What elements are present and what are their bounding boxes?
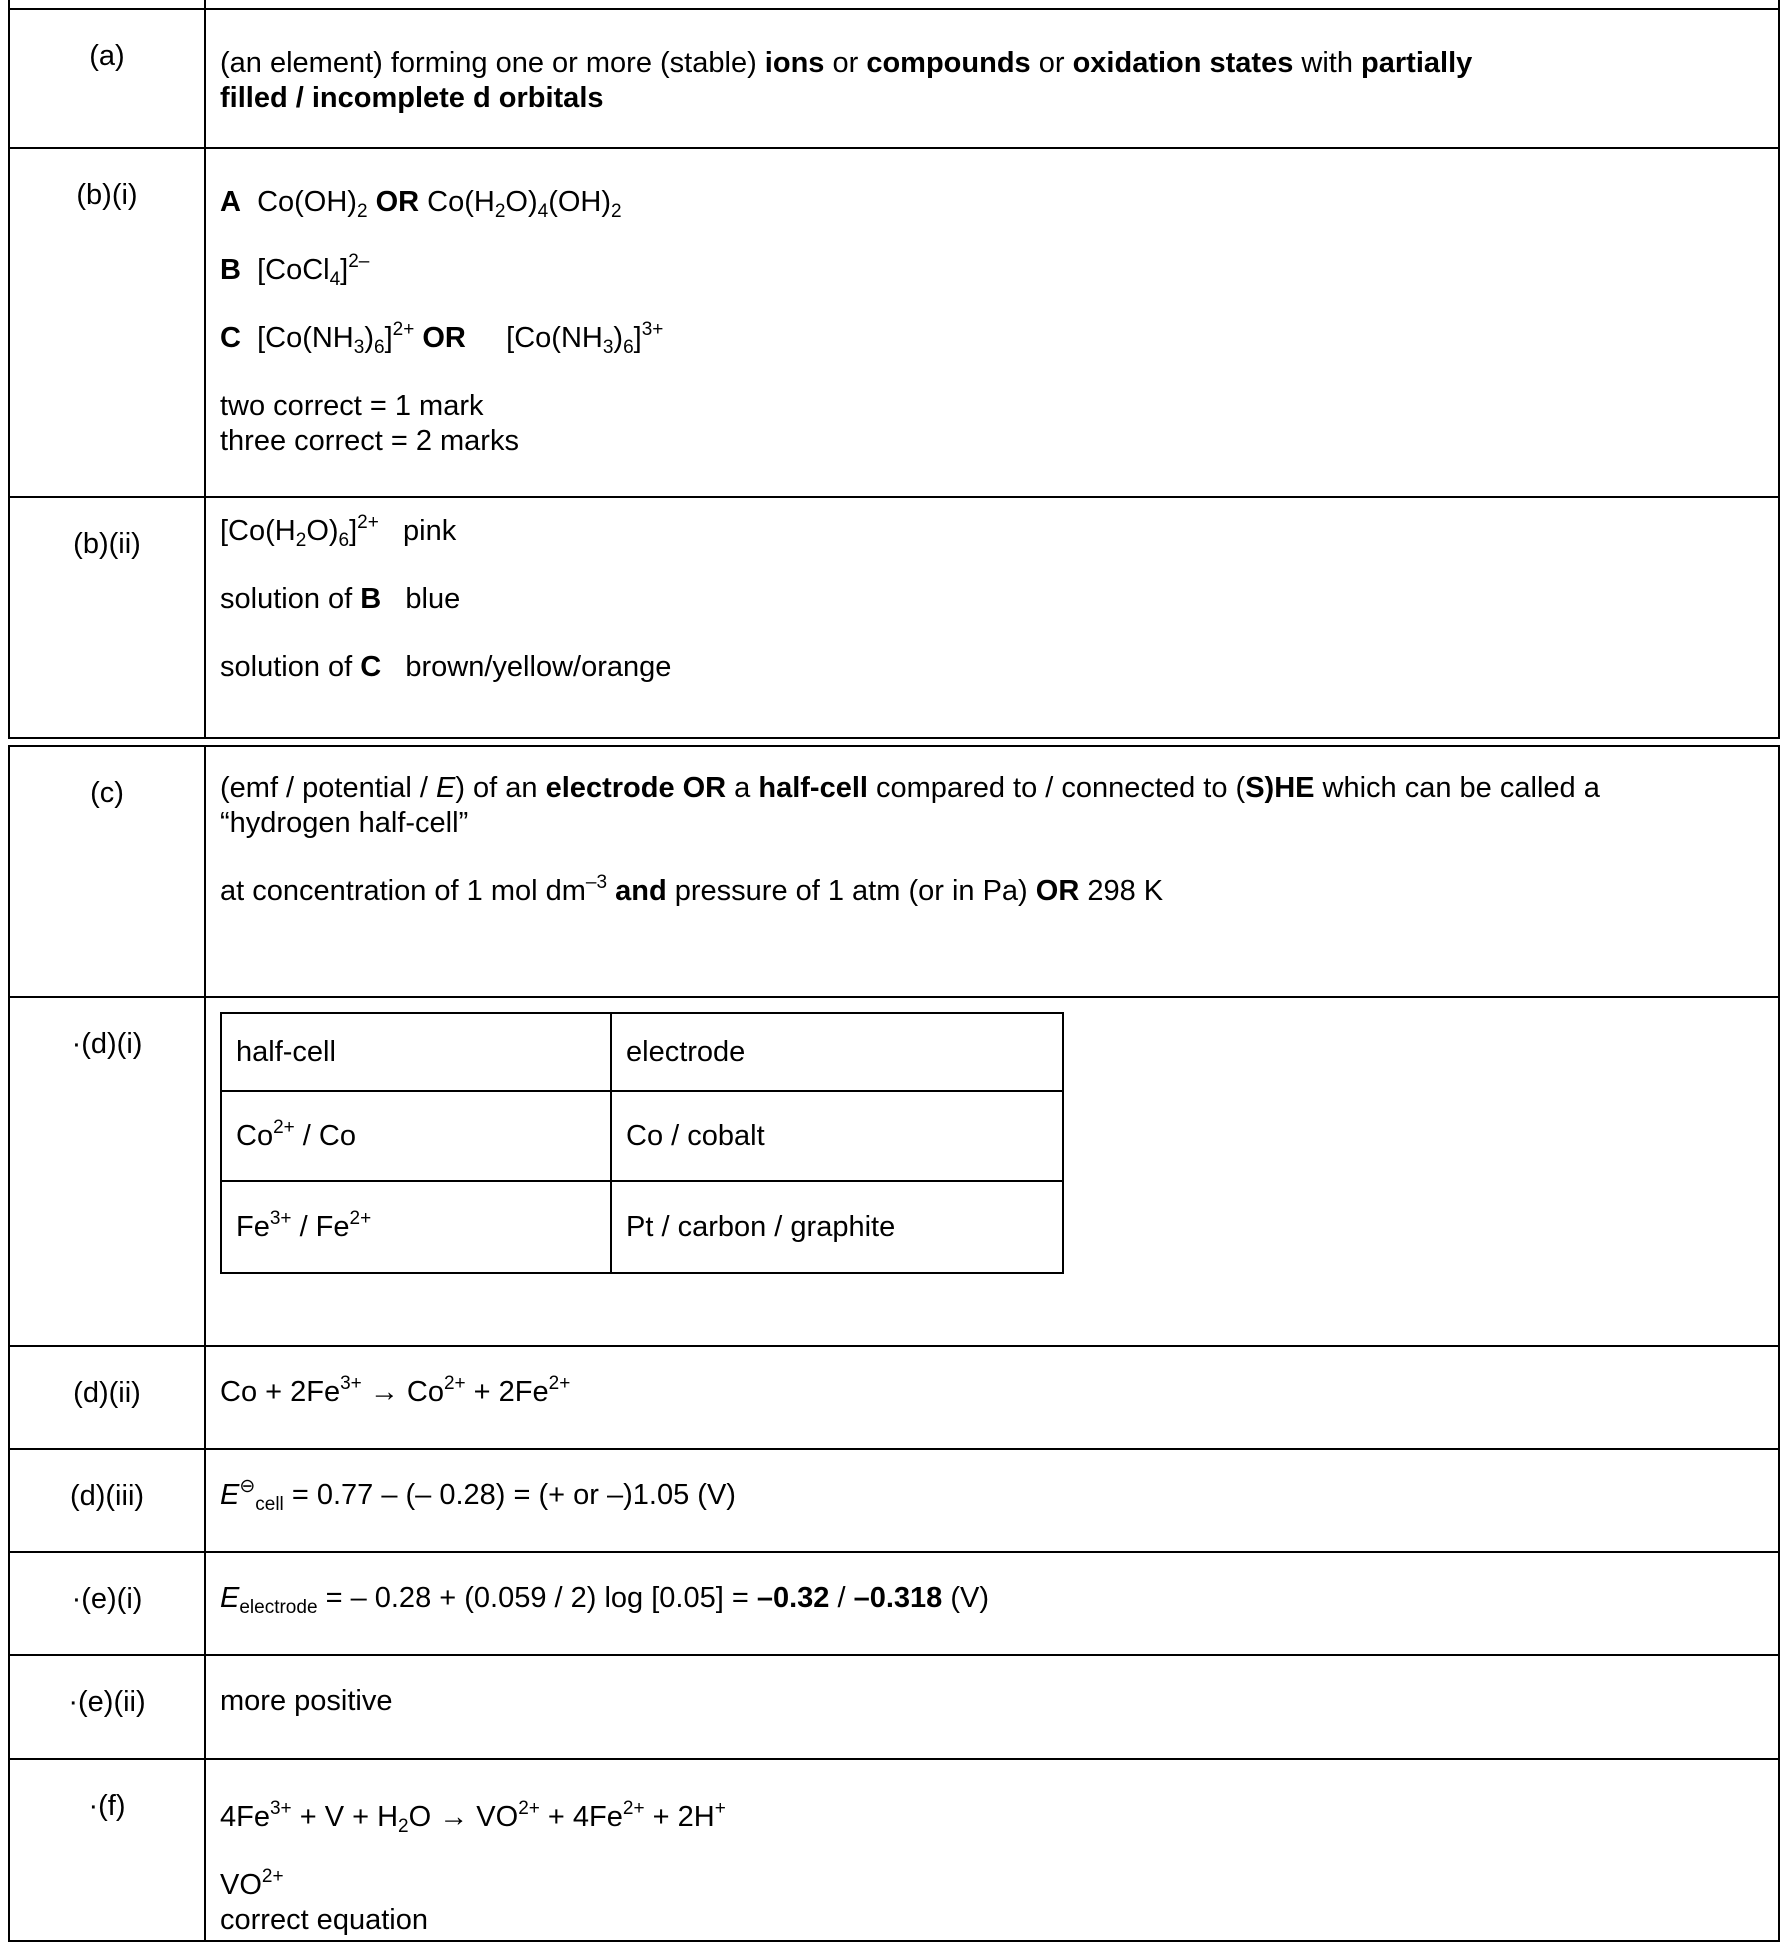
half-cell-table [220,1012,1064,1274]
answer-text: correct equation [220,1904,428,1936]
question-label: ·(e)(i) [9,1552,205,1655]
answer-line-b: B [CoCl$_4$]$^{2-}$ [220,251,370,290]
question-label: (c) [9,746,205,997]
answer-text: (emf / potential / E) of an electrode OR a half-cell compared to / connected to (S)HE which can be called a [220,772,1600,804]
answer-cell [205,1346,1779,1449]
half-cell-table-header [221,1013,1063,1091]
question-label: (b)(i) [9,148,205,497]
question-label: ·(f) [9,1759,205,1941]
answer-text: “hydrogen half-cell” [220,807,469,839]
half-cell-row [221,1181,1063,1273]
answer-cell [205,997,1779,1346]
question-label: (a) [9,9,205,148]
question-label: ·(d)(i) [9,997,205,1346]
answer-text: (an element) forming one or more (stable) ions or compounds or oxidation states with partially [220,47,1473,79]
electrode-value: Co / cobalt [611,1091,1063,1181]
electrode-value: Pt / carbon / graphite [611,1181,1063,1273]
top-border-stub [1778,0,1780,8]
row-b-ii [9,497,1779,738]
answer-text: at concentration of 1 mol $dm^{-3}$ and pressure of 1 atm (or in Pa) OR 298 K [220,872,1164,907]
header-electrode: electrode [611,1013,1063,1091]
top-border-stub [8,0,10,8]
answer-cell [205,497,1779,738]
answer-cell [205,9,1779,148]
equation: $E_{electrode}$ = – 0.28 + (0.059 / 2) log [0.05] = –0.32 / –0.318 (V) [220,1582,990,1618]
row-d-iii [9,1449,1779,1552]
answer-cell [205,1552,1779,1655]
question-label: (d)(iii) [9,1449,205,1552]
answer-cell [205,1449,1779,1552]
row-a [9,9,1779,148]
row-e-ii [9,1655,1779,1759]
answer-cell [205,1759,1779,1941]
half-cell-value: $Fe^{3+} / Fe^{2+}$ [221,1181,611,1273]
equation: $Co + 2Fe^{3+} \to Co^{2+} + 2Fe^{2+}$ [220,1373,571,1408]
row-f [9,1759,1779,1941]
answer-cell: more positive [205,1655,1779,1759]
equation: $4Fe^{3+} + V + H_2O \to VO^{2+} + 4Fe^{2+} + 2H^+$ [220,1798,726,1837]
half-cell-value: $Co^{2+}$ / Co [221,1091,611,1181]
answer-text: filled / incomplete d orbitals [220,82,604,114]
row-d-i [9,997,1779,1346]
row-b-i [9,148,1779,497]
colour-line: solution of B blue [220,583,461,615]
answer-line-c: C $[Co(NH_3)_6]^{2+}$ OR $[Co(NH_3)_6]^{3+}$ [220,319,664,358]
colour-line: $[Co(H_2O)_6]^{2+}$ pink [220,512,457,551]
answer-cell [205,746,1779,997]
mark-note: three correct = 2 marks [220,425,519,457]
colour-line: solution of C brown/yellow/orange [220,651,672,683]
half-cell-row [221,1091,1063,1181]
equation: $E^⊖_{cell} = 0.77$ – (– 0.28) = (+ or –)1.05 (V) [220,1476,736,1515]
row-c [9,746,1779,997]
mark-scheme-table-2 [8,745,1780,1942]
row-e-i [9,1552,1779,1655]
top-border-stub [204,0,206,8]
answer-cell [205,148,1779,497]
answer-text: $VO^{2+}$ [220,1866,284,1901]
header-half-cell: half-cell [221,1013,611,1091]
question-label: ·(e)(ii) [9,1655,205,1759]
mark-note: two correct = 1 mark [220,390,484,422]
row-d-ii [9,1346,1779,1449]
question-label: (d)(ii) [9,1346,205,1449]
answer-line-a: A $Co(OH)_2$ OR $Co(H_2O)_4(OH)_2$ [220,186,622,222]
mark-scheme-table-1 [8,8,1780,739]
question-label: (b)(ii) [9,497,205,738]
